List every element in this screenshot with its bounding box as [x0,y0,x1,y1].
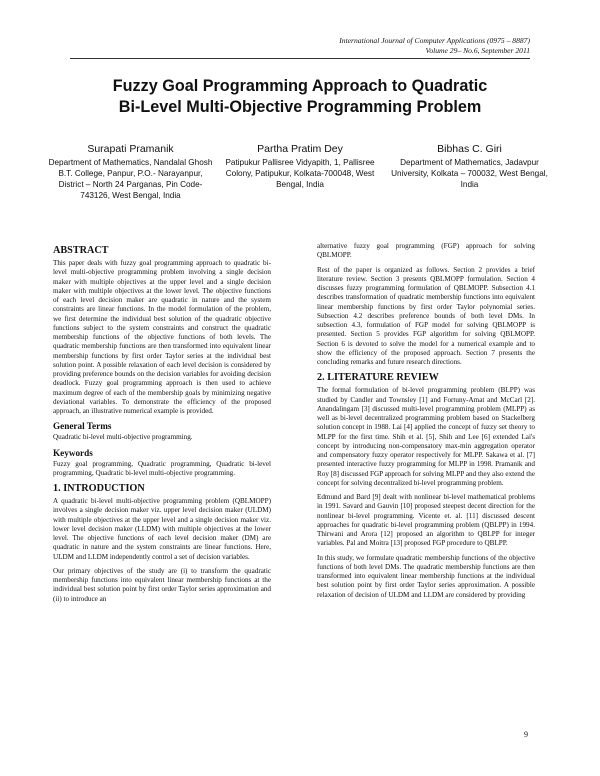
literature-paragraph: Edmund and Bard [9] dealt with nonlinear bi-level mathematical problems in 1991. Savard and Gauvin [10] proposed steepest decent direction for the nonlinear bi-level programming. Vicente et. al. [11] discussed descent approaches for quadratic bi-level programming problem (QBLPP) in 1994. Thirwani and Arora [12] proposed an algorithm to QBLPP for integer variables. Pal and Moitra [13] proposed FGP procedure to QBLPP. [317,493,535,548]
journal-header [339,36,530,56]
author-name: Surapati Pramanik [87,143,174,155]
abstract-heading: ABSTRACT [53,245,109,256]
author-1 [48,142,213,201]
general-terms-text: Quadratic bi-level multi-objective programming. [53,433,193,442]
author-name: Bibhas C. Giri [437,143,502,155]
author-affiliation: Department of Mathematics, Jadavpur University, Kolkata – 700032, West Bengal, India [391,158,548,189]
paper-title [50,76,550,118]
introduction-paragraph: alternative fuzzy goal programming (FGP) approach for solving QBLMOPP. [317,242,535,260]
journal-volume: Volume 29– No.6, September 2011 [425,46,530,55]
page-number: 9 [524,730,528,739]
left-column [53,242,271,609]
author-name: Partha Pratim Dey [257,143,343,155]
keywords-text: Fuzzy goal programming, Quadratic programming, Quadratic bi-level programming, Quadratic bi-level multi-objective programming. [53,459,271,477]
literature-paragraph: The formal formulation of bi-level programming problem (BLPP) was studied by Candler and Townsley [1] and Fortuny-Amat and McCarl [2]. Anandalingam [3] discussed multi-level programming problem (MLPP) as well as bi-level decentralized programming problem based on Stackelberg solution concept in 1988. Lai [4] applied the concept of fuzzy set theory to MLPP for the first time. Shih et al. [5], Shih and Lee [6] extended Lai's concept by introducing non-compensatory max-min aggregation operator and compensatory fuzzy operator respectively for MLPP. Sakawa et al. [7] presented interactive fuzzy programming for MLPP in 1998. Pramanik and Roy [8] discussed FGP approach for solving MLPP and they also extend the concept for solving decentralized bi-level programming problem. [317,386,535,487]
author-3 [387,142,552,201]
literature-paragraph: In this study, we formulate quadratic membership functions of the objective functions of both level DMs. The quadratic membership functions are then transformed into equivalent linear membership functions at the individual best solution point by first order Taylor series approximation. A possible relaxation of decision of ULDM and LLDM are considered by providing [317,553,535,599]
author-block [48,142,552,201]
introduction-paragraph: A quadratic bi-level multi-objective programming problem (QBLMOPP) involves a single decision maker viz. upper level decision maker (ULDM) with multiple objectives at the upper level and a single decision maker viz. lower level decision maker (LLDM) with multiple objectives at the lower level. The objective functions of each level decision maker (DM) are quadratic in nature and the system constraints are linear functions. Here, ULDM and LLDM independently control a set of decision variables. [53,497,271,561]
right-column [317,242,535,605]
title-line-1: Fuzzy Goal Programming Approach to Quadratic [112,77,488,95]
title-line-2: Bi-Level Multi-Objective Programming Problem [118,98,482,116]
introduction-paragraph: Our primary objectives of the study are (i) to transform the quadratic membership functions into equivalent linear membership functions at the individual best solution point by first order Taylor series approximation and (ii) to introduce an [53,566,271,603]
abstract-text: This paper deals with fuzzy goal programming approach to quadratic bi-level multi-objective programming problem involving a single decision maker with multiple objectives at the upper level and a single decision maker with multiple objectives at the lower level. The objective functions of each level decision maker are quadratic in nature and the system constraints are linear functions. In the model formulation of the problem, we first determine the individual best solution of the quadratic objective functions subject to the system constraints and construct the quadratic membership functions of the objective functions of both levels. The quadratic membership functions are then transformed into equivalent linear membership functions by first order Taylor series at the individual best solution point. A possible relaxation of each level decision is considered by providing preference bounds on the decision variables for avoiding decision deadlock. Fuzzy goal programming approach is then used to achieve maximum degree of each of the membership goals by minimizing negative deviational variables. To demonstrate the efficiency of the proposed approach, an illustrative numerical example is provided. [53,259,271,415]
literature-heading: 2. LITERATURE REVIEW [317,372,439,384]
header-rule [70,58,530,59]
keywords-heading: Keywords [53,447,93,458]
author-2 [218,142,383,201]
author-affiliation: Patipukur Pallisree Vidyapith, 1, Pallisree Colony, Patipukur, Kolkata-700048, West Bengal, India [225,158,375,189]
general-terms-heading: General Terms [53,421,112,432]
author-affiliation: Department of Mathematics, Nandalal Ghosh B.T. College, Panpur, P.O.- Narayanpur, District – North 24 Parganas, Pin Code-743126, West Bengal, India [48,158,213,200]
introduction-paragraph: Rest of the paper is organized as follows. Section 2 provides a brief literature review. Section 3 presents QBLMOPP formulation. Section 4 discusses fuzzy programming formulation of QBLMOPP. Subsection 4.1 describes transformation of quadratic membership functions into equivalent linear membership functions by first order Taylor polynomial series. Subsection 4.2 describes preference bounds of both level DMs. In subsection 4.3, formulation of FGP model for solving QBLMOPP is presented. Section 5 provides FGP algorithm for solving QBLMOPP. Section 6 is devoted to solve the model for a numerical example and to show the efficiency of the proposed approach. Section 7 presents the concluding remarks and future research directions. [317,265,535,366]
journal-name: International Journal of Computer Applications (0975 – 8887) [339,36,530,45]
introduction-heading: 1. INTRODUCTION [53,483,145,494]
